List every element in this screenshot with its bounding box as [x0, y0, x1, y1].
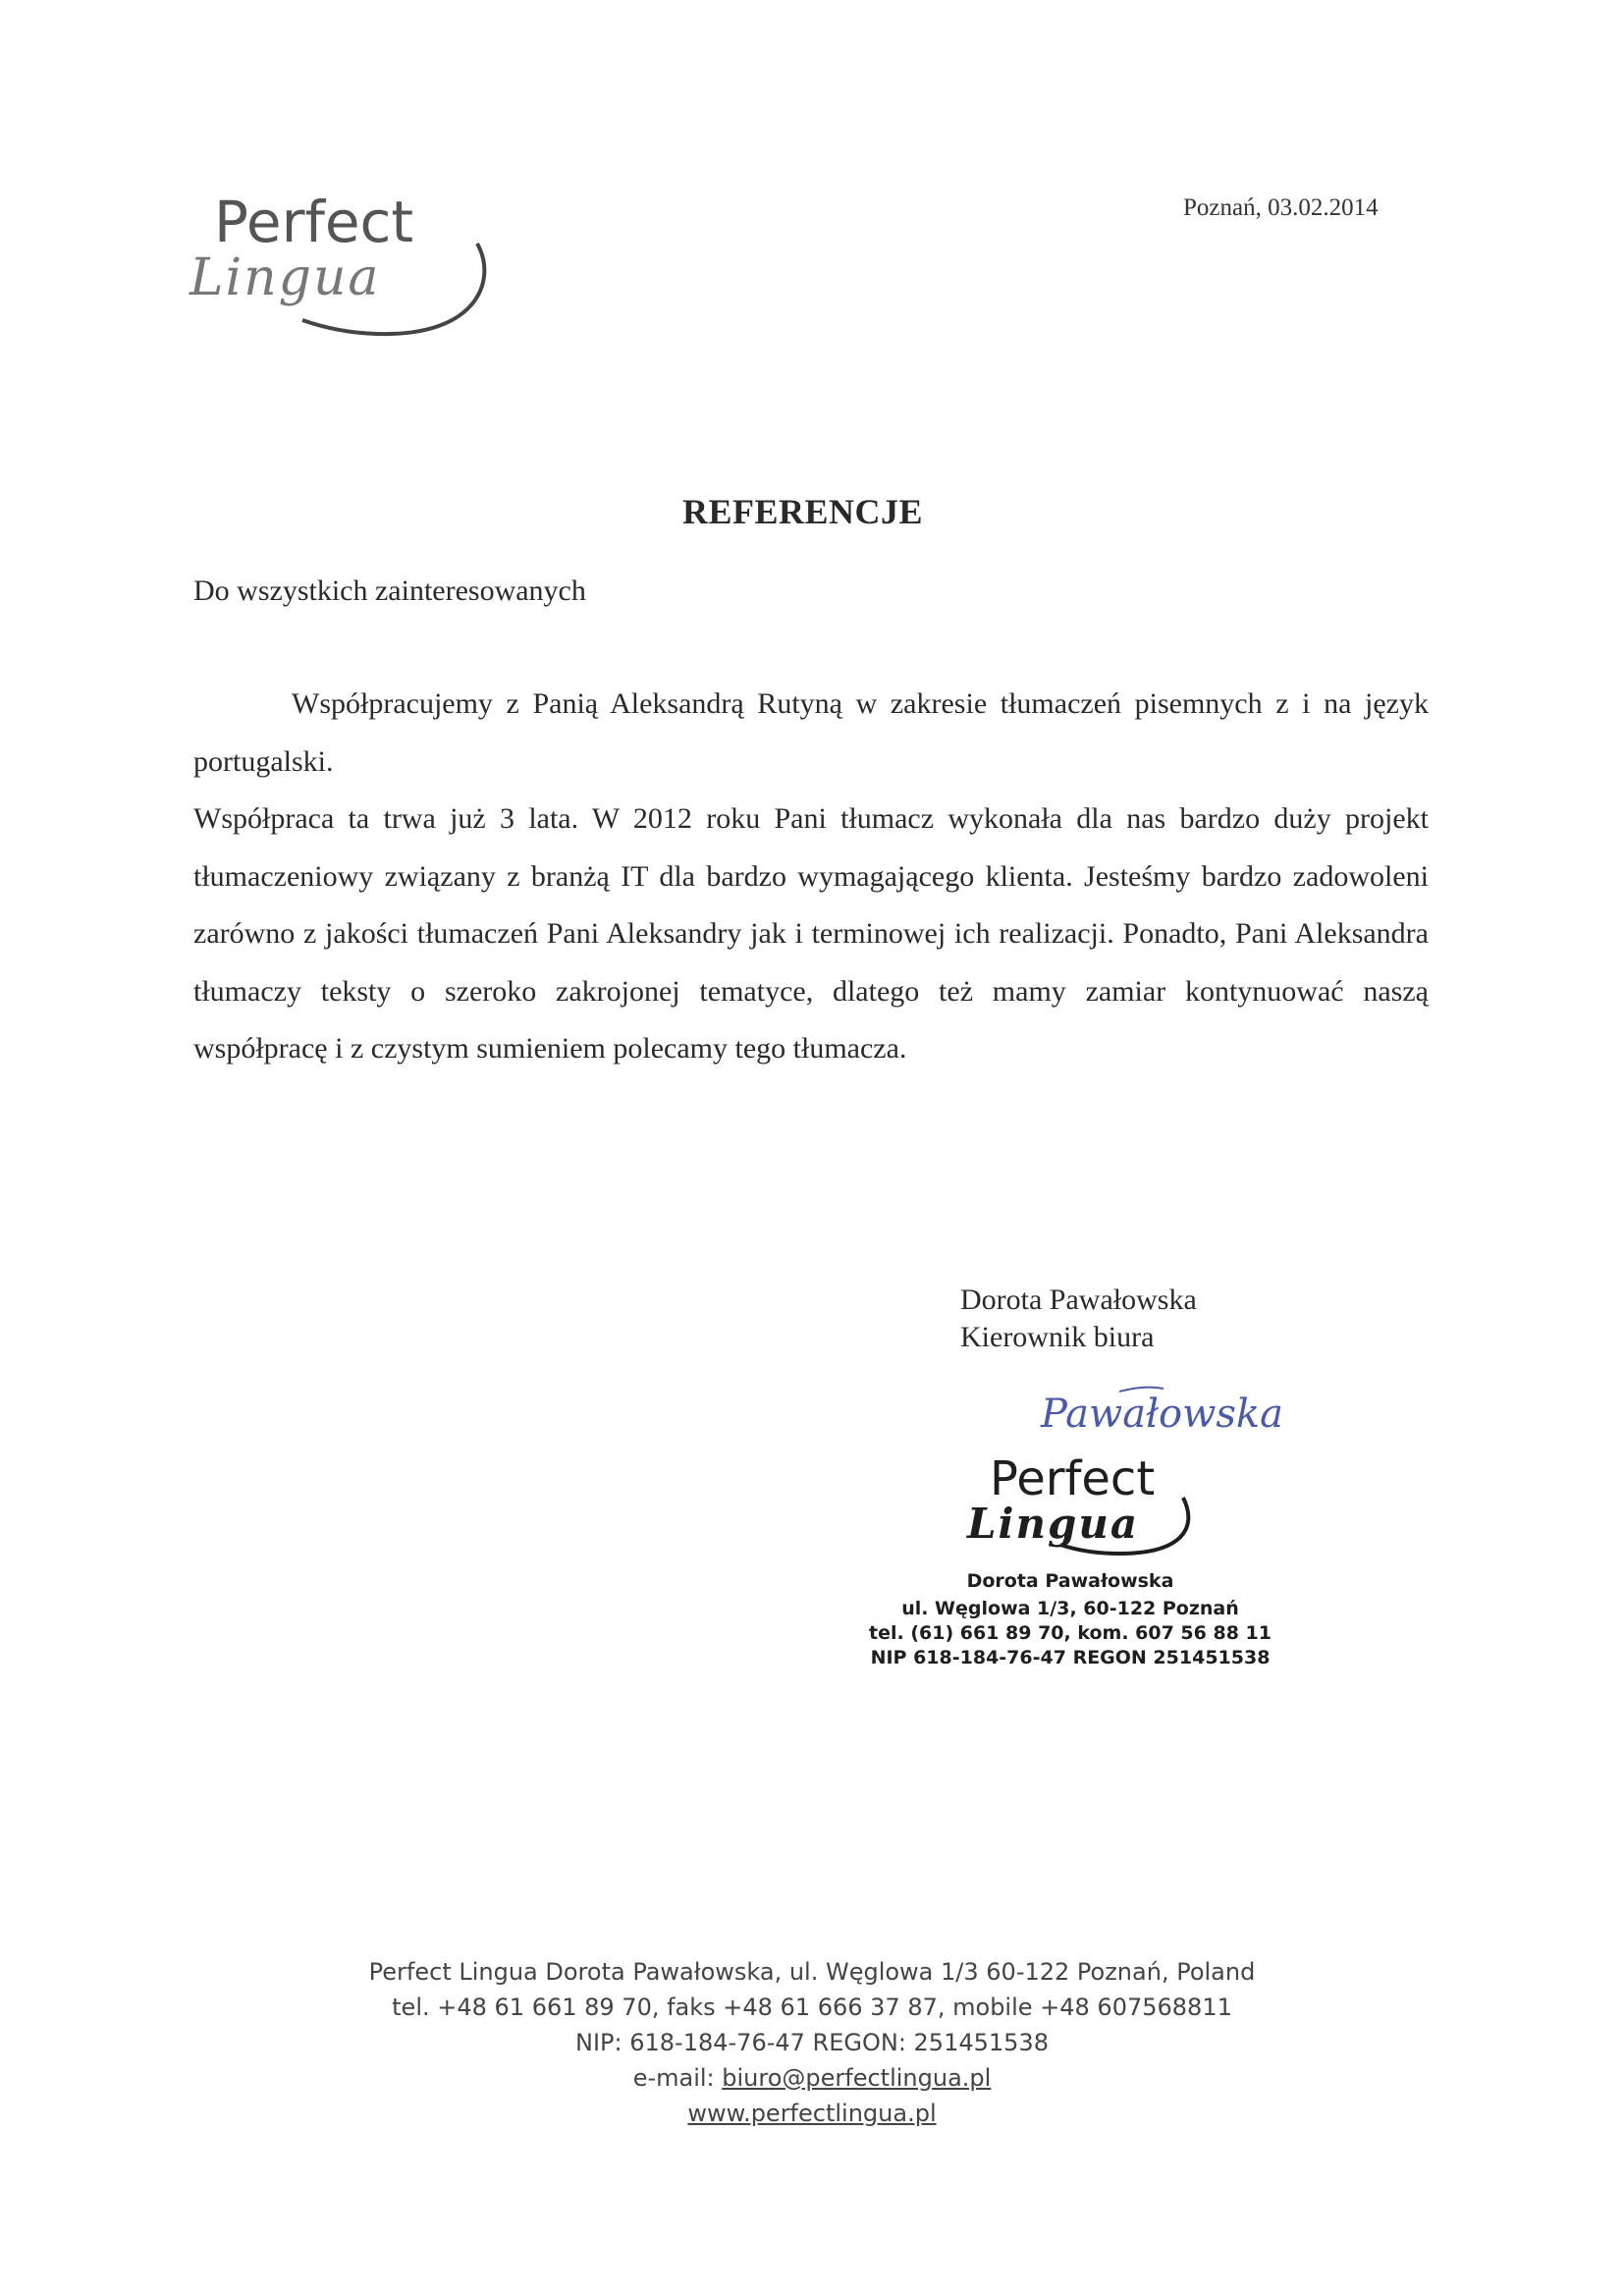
signatory-name: Dorota Pawałowska [960, 1284, 1197, 1316]
signature-graphic [1031, 1370, 1286, 1448]
stamp-logo-graphic [962, 1444, 1203, 1557]
logo-text-perfect: Perfect [214, 189, 414, 255]
stamp-logo-text-perfect: Perfect [990, 1451, 1156, 1506]
paragraph-1: Współpracujemy z Panią Aleksandrą Rutyną w zakresie tłumaczeń pisemnych z i na język portugalski. [193, 687, 1429, 778]
letter-title: REFERENCJE [682, 492, 924, 531]
footer-phones: tel. +48 61 661 89 70, faks +48 61 666 37 87, mobile +48 607568811 [392, 1994, 1232, 2021]
footer-email-link[interactable]: biuro@perfectlingua.pl [722, 2064, 992, 2092]
salutation: Do wszystkich zainteresowanych [193, 574, 586, 607]
company-stamp [864, 1569, 1276, 1670]
footer-email-label: e-mail: [632, 2064, 723, 2092]
letter-footer [223, 1954, 1401, 2131]
footer-address: Perfect Lingua Dorota Pawałowska, ul. Węglowa 1/3 60-122 Poznań, Poland [368, 1958, 1256, 1986]
footer-website-link[interactable]: www.perfectlingua.pl [687, 2100, 937, 2127]
handwritten-signature [1031, 1370, 1286, 1448]
perfect-lingua-logo-graphic [185, 185, 509, 352]
footer-ids: NIP: 618-184-76-47 REGON: 251451538 [575, 2029, 1049, 2056]
stamp-logo [962, 1444, 1203, 1557]
stamp-phone: tel. (61) 661 89 70, kom. 607 56 88 11 [869, 1622, 1272, 1644]
logo-text-lingua: Lingua [189, 248, 381, 307]
paragraph-2: Współpraca ta trwa już 3 lata. W 2012 roku Pani tłumacz wykonała dla nas bardzo duży projekt tłumaczeniowy związany z branżą IT dla bardzo wymagającego klienta. Jesteśmy bardzo zadowoleni zarówno z jakości tłumaczeń Pani Aleksandry jak i terminowej ich realizacji. Ponadto, Pani Aleksandra tłumaczy teksty o szeroko zakrojonej tematyce, dlatego też mamy zamiar kontynuować naszą współpracę i z czystym sumieniem polecamy tego tłumacza. [193, 802, 1429, 1065]
footer-email-line [223, 2060, 1401, 2096]
stamp-address: ul. Węglowa 1/3, 60-122 Poznań [901, 1598, 1239, 1619]
stamp-logo-text-lingua: Lingua [967, 1500, 1140, 1548]
stamp-name: Dorota Pawałowska [966, 1570, 1174, 1592]
company-logo [185, 185, 509, 352]
stamp-ids: NIP 618-184-76-47 REGON 251451538 [870, 1647, 1271, 1668]
signatory-role: Kierownik biura [960, 1321, 1155, 1353]
signature-text: Pawałowska [1041, 1392, 1283, 1437]
letter-date: Poznań, 03.02.2014 [1183, 194, 1379, 221]
letter-body [193, 676, 1429, 1078]
